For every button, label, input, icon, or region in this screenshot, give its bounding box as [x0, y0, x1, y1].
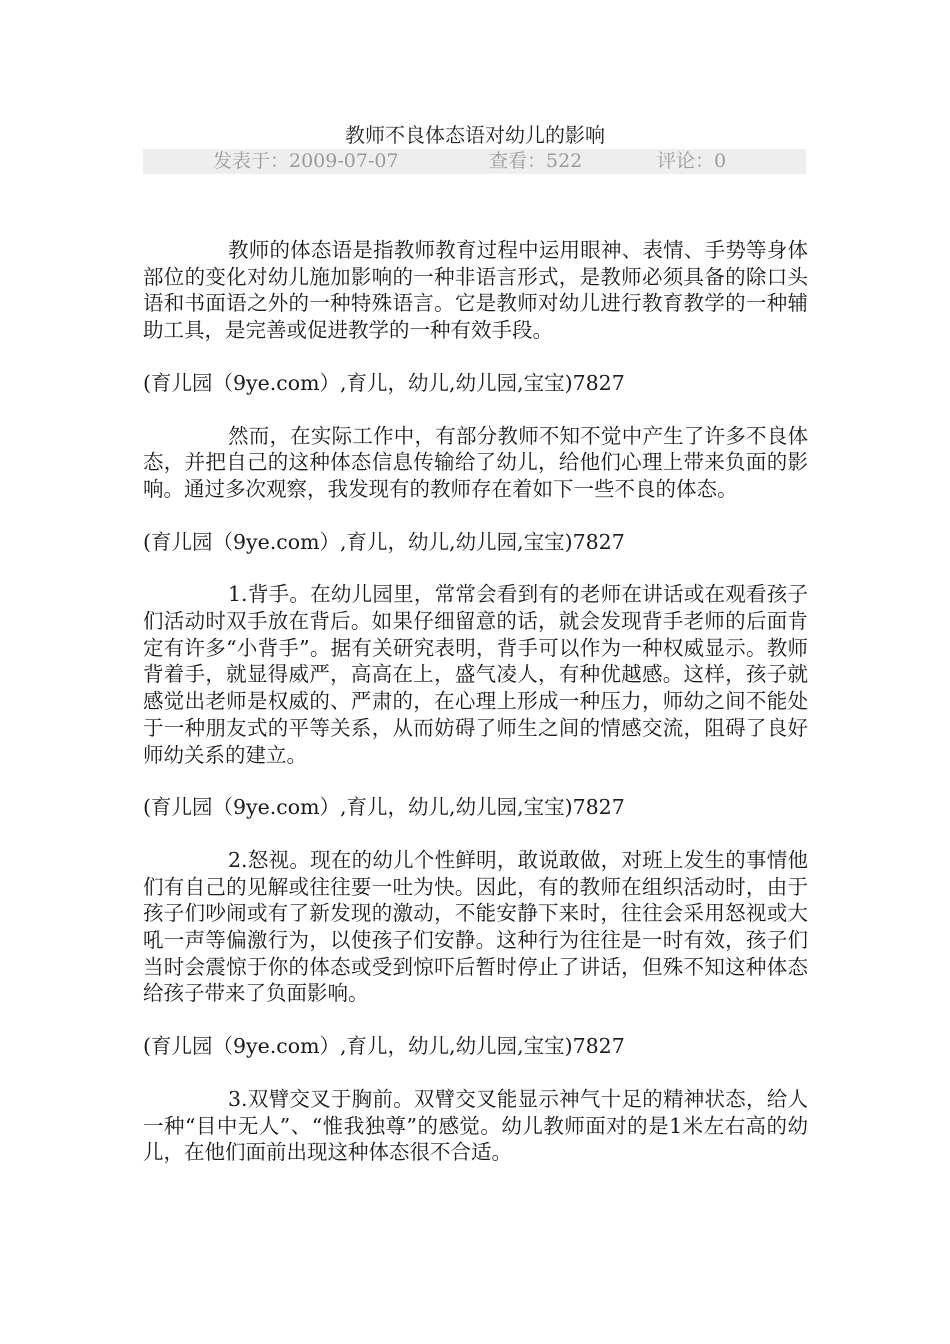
paragraph-point-1: 1.背手。在幼儿园里，常常会看到有的老师在讲话或在观看孩子们活动时双手放在背后。如果仔细留意的话，就会发现背手老师的后面肯定有许多“小背手”。据有关研究表明，背手可以作为一种权威显示。教师背着手，就显得威严，高高在上，盛气凌人，有种优越感。这样，孩子就感觉出老师是权威的、严肃的，在心理上形成一种压力，师幼之间不能处于一种朋友式的平等关系，从而妨碍了师生之间的情感交流，阻碍了良好师幼关系的建立。: [143, 582, 808, 767]
paragraph-point-3: 3.双臂交叉于胸前。双臂交叉能显示神气十足的精神状态，给人一种“目中无人”、“惟我独尊”的感觉。幼儿教师面对的是1米左右高的幼儿，在他们面前出现这种体态很不合适。: [143, 1086, 808, 1165]
source-line: (育儿园（9ye.com）,育儿，幼儿,幼儿园,宝宝)7827: [143, 529, 625, 554]
source-line: (育儿园（9ye.com）,育儿，幼儿,幼儿园,宝宝)7827: [143, 1034, 625, 1059]
publish-date: 发表于：2009-07-07: [213, 150, 399, 172]
view-count: 查看：522: [489, 150, 583, 172]
article-title: 教师不良体态语对幼儿的影响: [345, 123, 605, 147]
paragraph-however: 然而，在实际工作中，有部分教师不知不觉中产生了许多不良体态，并把自己的这种体态信息传输给了幼儿，给他们心理上带来负面的影响。通过多次观察，我发现有的教师存在着如下一些不良的体态。: [143, 423, 808, 501]
paragraph-point-2: 2.怒视。现在的幼儿个性鲜明，敢说敢做，对班上发生的事情他们有自己的见解或往往要一吐为快。因此，有的教师在组织活动时，由于孩子们吵闹或有了新发现的激动，不能安静下来时，往往会采用怒视或大吼一声等偏激行为，以使孩子们安静。这种行为往往是一时有效，孩子们当时会震惊于你的体态或受到惊吓后暂时停止了讲话，但殊不知这种体态给孩子带来了负面影响。: [143, 847, 808, 1006]
comment-count: 评论：0: [657, 150, 727, 172]
source-line: (育儿园（9ye.com）,育儿，幼儿,幼儿园,宝宝)7827: [143, 795, 625, 820]
paragraph-intro: 教师的体态语是指教师教育过程中运用眼神、表情、手势等身体部位的变化对幼儿施加影响的一种非语言形式，是教师必须具备的除口头语和书面语之外的一种特殊语言。它是教师对幼儿进行教育教学的一种辅助工具，是完善或促进教学的一种有效手段。: [143, 238, 808, 343]
article-meta-bar: [143, 149, 806, 174]
article-body: [143, 237, 808, 1166]
source-line: (育儿园（9ye.com）,育儿，幼儿,幼儿园,宝宝)7827: [143, 370, 625, 395]
